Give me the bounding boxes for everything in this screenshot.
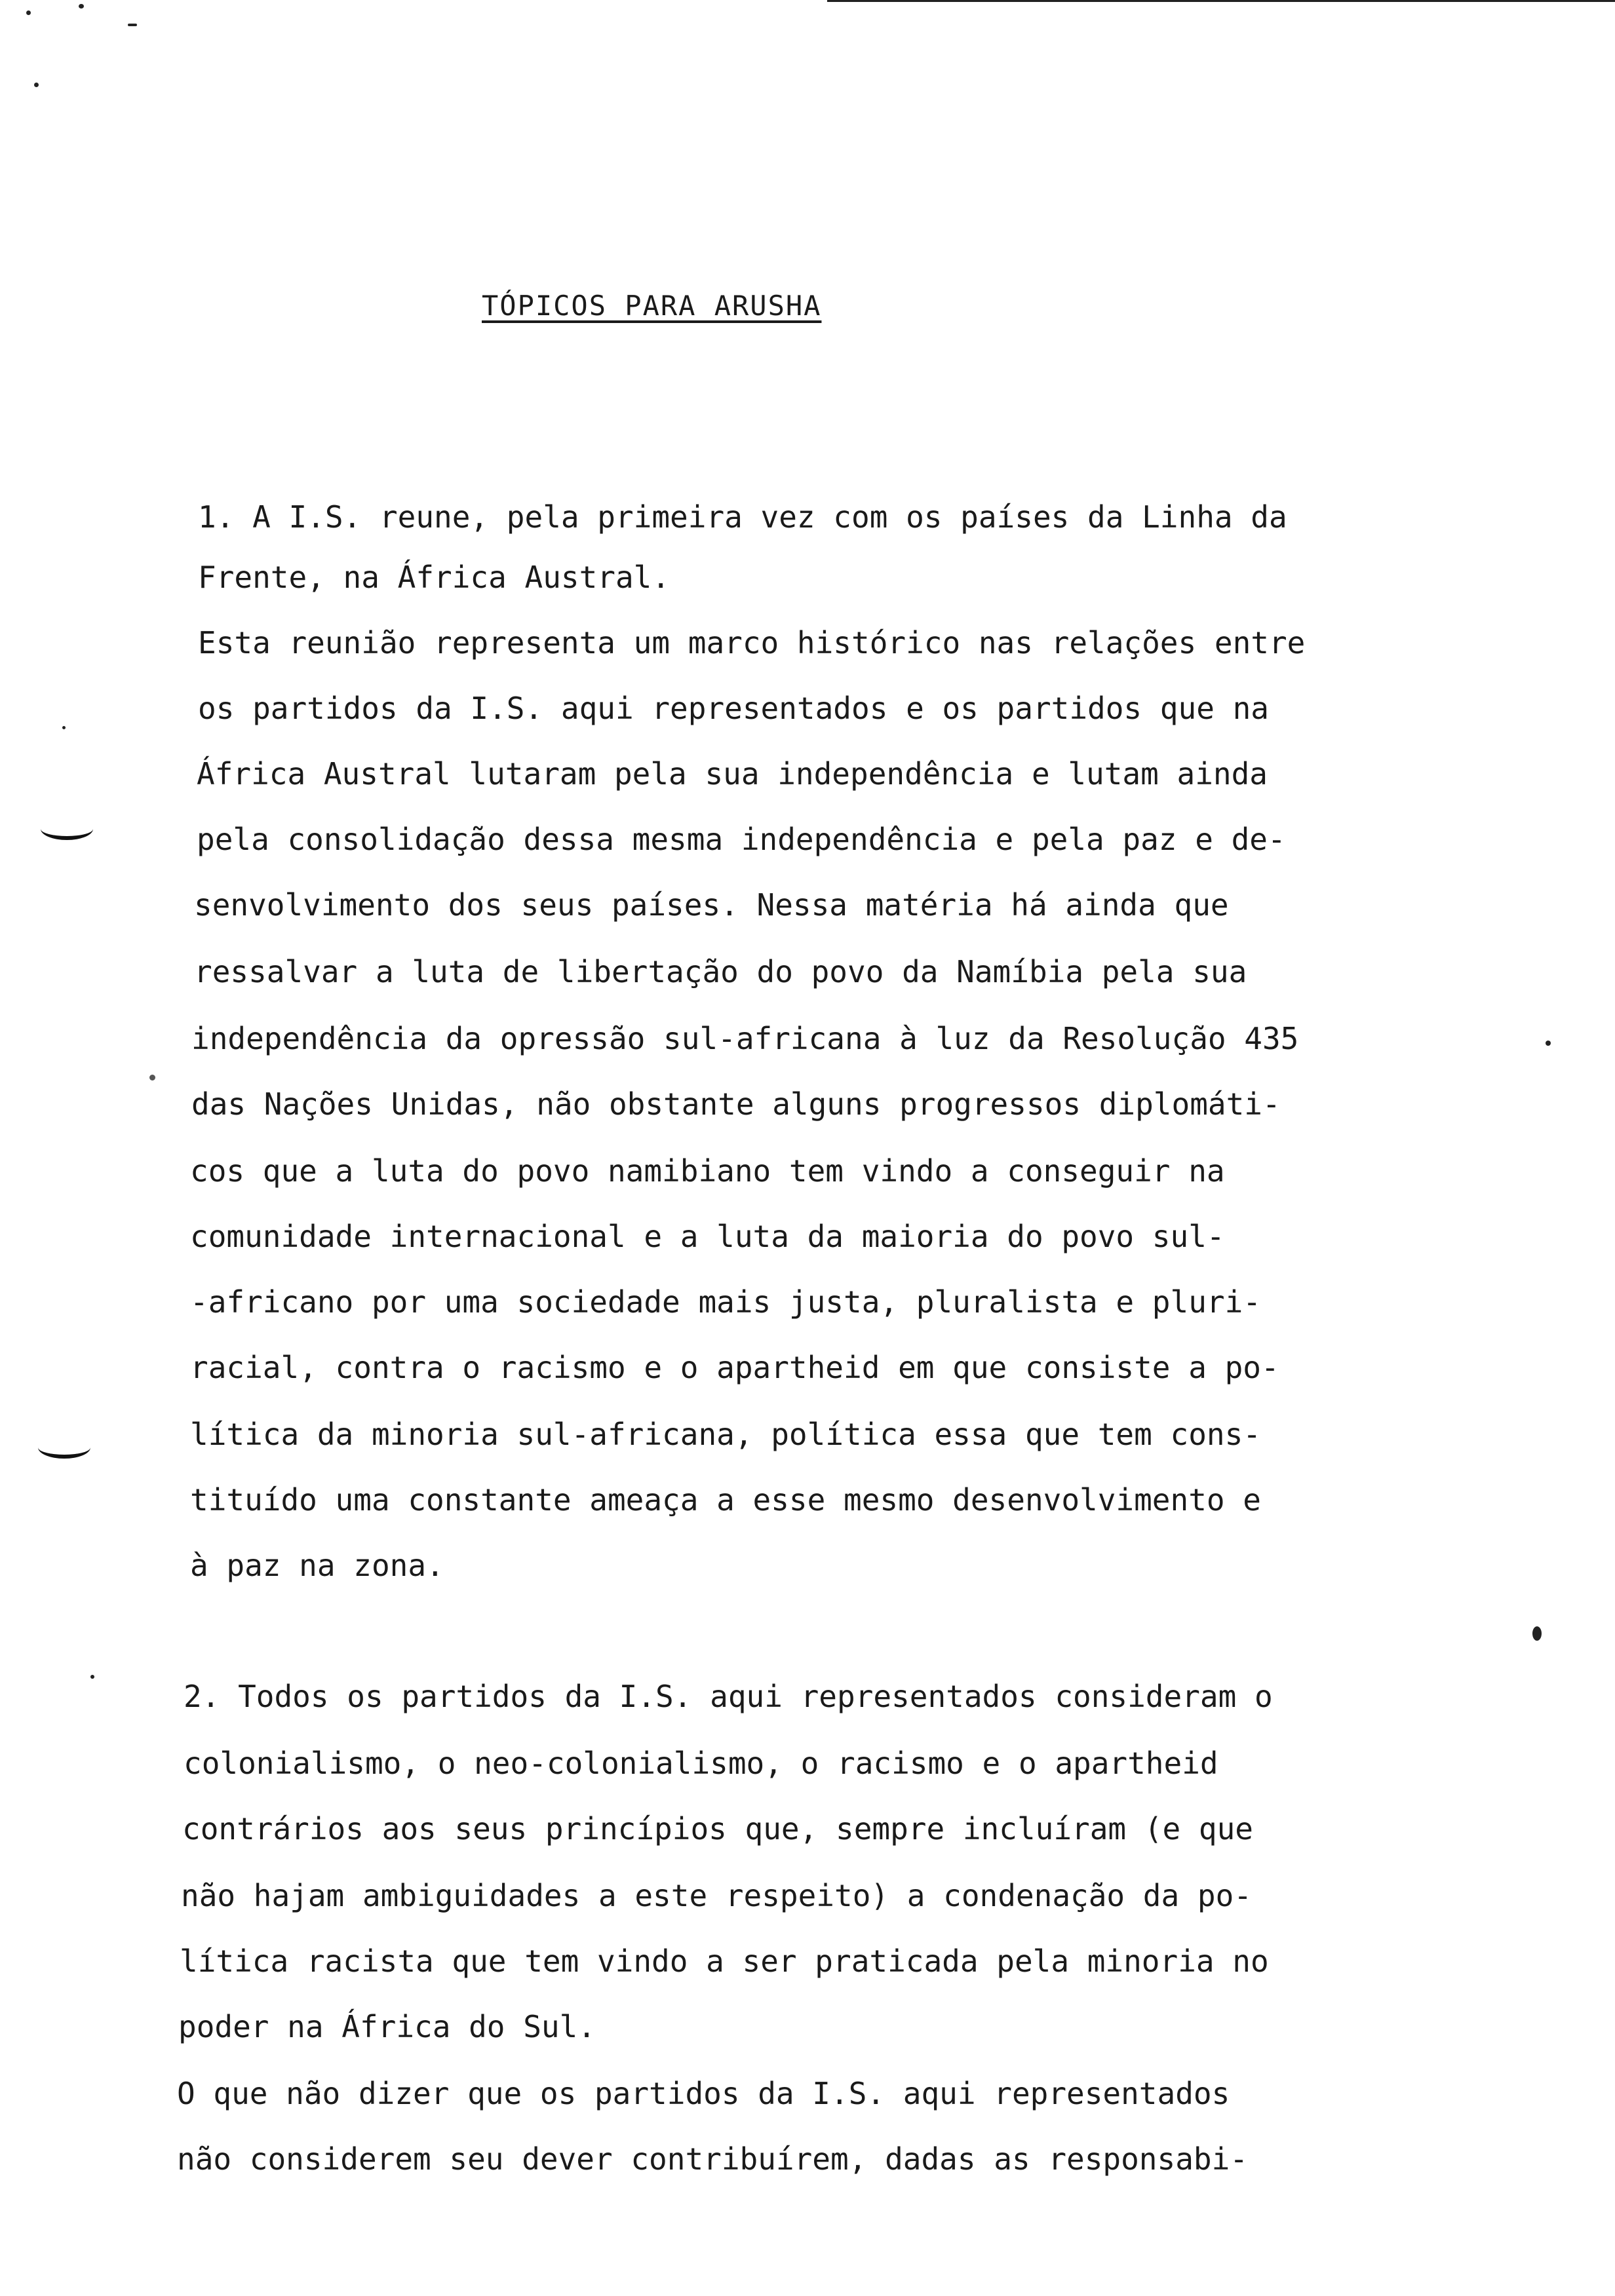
text-line: 1. A I.S. reune, pela primeira vez com os países da Linha da: [198, 499, 1287, 535]
text-line: racial, contra o racismo e o apartheid em que consiste a po-: [190, 1350, 1279, 1385]
scan-speck: [79, 4, 84, 9]
scan-speck: [34, 83, 39, 87]
text-line: senvolvimento dos seus países. Nessa matéria há ainda que: [194, 887, 1229, 923]
text-line: das Nações Unidas, não obstante alguns progressos diplomáti-: [191, 1086, 1281, 1122]
scan-mark: [38, 1436, 90, 1459]
text-line: África Austral lutaram pela sua independência e lutam ainda: [197, 756, 1268, 792]
scan-speck: [62, 726, 66, 729]
scan-mark: [41, 818, 93, 840]
text-line: ressalvar a luta de libertação do povo da Namíbia pela sua: [194, 954, 1247, 989]
text-line: contrários aos seus princípios que, sempre incluíram (e que: [182, 1811, 1253, 1846]
scan-speck: [26, 10, 31, 15]
text-line: O que não dizer que os partidos da I.S. aqui representados: [177, 2076, 1230, 2111]
text-line: independência da opressão sul-africana à luz da Resolução 435: [191, 1021, 1299, 1056]
text-line: 2. Todos os partidos da I.S. aqui representados consideram o: [184, 1679, 1273, 1714]
text-line: Frente, na África Austral.: [198, 560, 671, 595]
text-line: comunidade internacional e a luta da maioria do povo sul-: [190, 1219, 1225, 1254]
text-line: lítica racista que tem vindo a ser praticada pela minoria no: [180, 1943, 1269, 1979]
text-line: Esta reunião representa um marco histórico nas relações entre: [198, 625, 1306, 660]
text-line: lítica da minoria sul-africana, política essa que tem cons-: [190, 1417, 1261, 1452]
text-line: cos que a luta do povo namibiano tem vindo a conseguir na: [190, 1153, 1225, 1189]
text-line: -africano por uma sociedade mais justa, pluralista e pluri-: [190, 1284, 1261, 1320]
text-line: poder na África do Sul.: [178, 2009, 596, 2044]
top-edge-rule: [827, 0, 1615, 2]
scan-speck: [90, 1675, 94, 1679]
text-line: à paz na zona.: [190, 1548, 444, 1583]
text-line: tituído uma constante ameaça a esse mesmo desenvolvimento e: [190, 1482, 1261, 1518]
document-title: TÓPICOS PARA ARUSHA: [482, 290, 822, 322]
text-line: os partidos da I.S. aqui representados e os partidos que na: [198, 691, 1269, 726]
scan-speck: [1546, 1041, 1551, 1046]
scan-speck: [1532, 1626, 1542, 1641]
text-line: colonialismo, o neo-colonialismo, o racismo e o apartheid: [184, 1746, 1218, 1781]
scan-speck: [128, 24, 137, 26]
scan-speck: [149, 1075, 155, 1081]
text-line: não considerem seu dever contribuírem, dadas as responsabi-: [177, 2141, 1248, 2177]
text-line: não hajam ambiguidades a este respeito) a condenação da po-: [181, 1878, 1252, 1913]
text-line: pela consolidação dessa mesma independência e pela paz e de-: [197, 822, 1286, 857]
